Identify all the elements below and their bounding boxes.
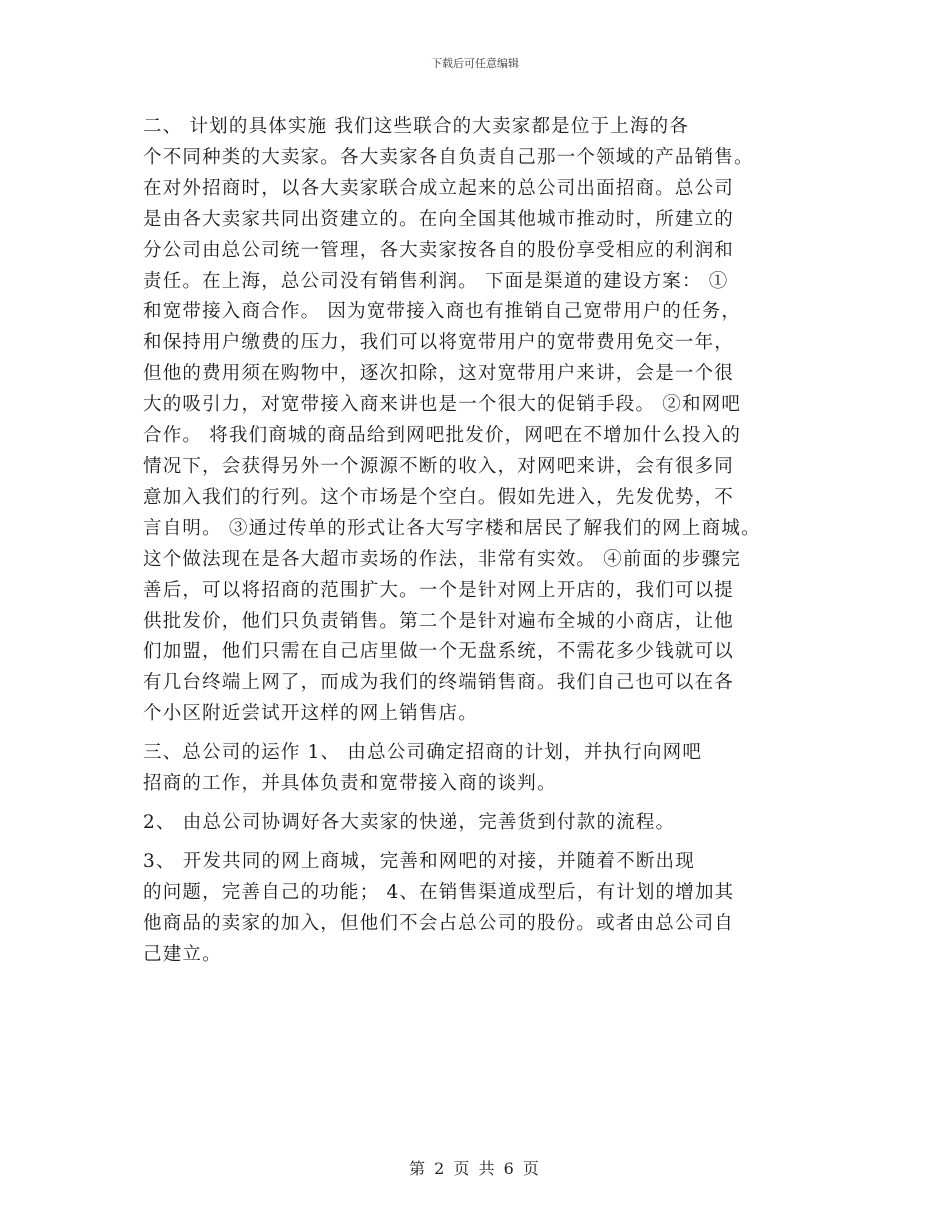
paragraph-spacer xyxy=(143,730,815,738)
text-line: 三、总公司的运作 1、 由总公司确定招商的计划，并执行向网吧 xyxy=(143,742,703,764)
text-line: 有几台终端上网了，而成为我们的终端销售商。我们自己也可以在各 xyxy=(143,672,735,694)
text-line: 和宽带接入商合作。 因为宽带接入商也有推销自己宽带用户的任务， xyxy=(143,301,742,323)
text-line: 二、 计划的具体实施 我们这些联合的大卖家都是位于上海的各 xyxy=(143,116,690,137)
paragraph-spacer xyxy=(143,800,815,808)
text-line: 是由各大卖家共同出资建立的。在向全国其他城市推动时，所建立的 xyxy=(143,208,735,230)
text-line: 责任。在上海，总公司没有销售利润。 下面是渠道的建设方案： ① xyxy=(143,270,729,292)
page-header: 下载后可任意编辑 xyxy=(431,57,519,70)
paragraph-2 xyxy=(143,738,815,800)
paragraph-1 xyxy=(143,112,815,730)
paragraph-spacer xyxy=(143,839,815,847)
text-line: 己建立。 xyxy=(143,943,222,965)
text-line: 但他的费用须在购物中，逐次扣除，这对宽带用户来讲，会是一个很 xyxy=(143,363,735,385)
paragraph-4 xyxy=(143,847,815,971)
text-line: 言自明。 ③通过传单的形式让各大写字楼和居民了解我们的网上商城。 xyxy=(143,517,761,539)
page-number-footer: 第 2 页 共 6 页 xyxy=(409,1159,541,1178)
text-line: 3、 开发共同的网上商城，完善和网吧的对接，并随着不断出现 xyxy=(143,850,695,872)
text-line: 合作。 将我们商城的商品给到网吧批发价，网吧在不增加什么投入的 xyxy=(143,425,742,447)
text-line: 们加盟，他们只需在自己店里做一个无盘系统，不需花多少钱就可以 xyxy=(143,641,735,663)
paragraph-3 xyxy=(143,808,815,839)
text-line: 善后，可以将招商的范围扩大。一个是针对网上开店的，我们可以提 xyxy=(143,579,735,601)
text-line: 这个做法现在是各大超市卖场的作法，非常有实效。 ④前面的步骤完 xyxy=(143,548,742,570)
text-line: 个不同种类的大卖家。各大卖家各自负责自己那一个领域的产品销售。 xyxy=(143,146,754,168)
text-line: 他商品的卖家的加入，但他们不会占总公司的股份。或者由总公司自 xyxy=(143,912,735,934)
document-body xyxy=(143,112,815,970)
text-line: 情况下，会获得另外一个源源不断的收入，对网吧来讲，会有很多同 xyxy=(143,455,735,477)
text-line: 的问题，完善自己的功能； 4、在销售渠道成型后，有计划的增加其 xyxy=(143,881,735,903)
text-line: 招商的工作，并具体负责和宽带接入商的谈判。 xyxy=(143,773,557,795)
text-line: 2、 由总公司协调好各大卖家的快递，完善货到付款的流程。 xyxy=(143,811,676,833)
text-line: 在对外招商时，以各大卖家联合成立起来的总公司出面招商。总公司 xyxy=(143,177,735,199)
text-line: 大的吸引力，对宽带接入商来讲也是一个很大的促销手段。 ②和网吧 xyxy=(143,394,742,416)
text-line: 和保持用户缴费的压力，我们可以将宽带用户的宽带费用免交一年， xyxy=(143,332,735,354)
text-line: 分公司由总公司统一管理，各大卖家按各自的股份享受相应的利润和 xyxy=(143,239,735,261)
text-line: 意加入我们的行列。这个市场是个空白。假如先进入，先发优势，不 xyxy=(143,486,735,508)
text-line: 供批发价，他们只负责销售。第二个是针对遍布全城的小商店，让他 xyxy=(143,610,735,632)
text-line: 个小区附近尝试开这样的网上销售店。 xyxy=(143,703,478,725)
